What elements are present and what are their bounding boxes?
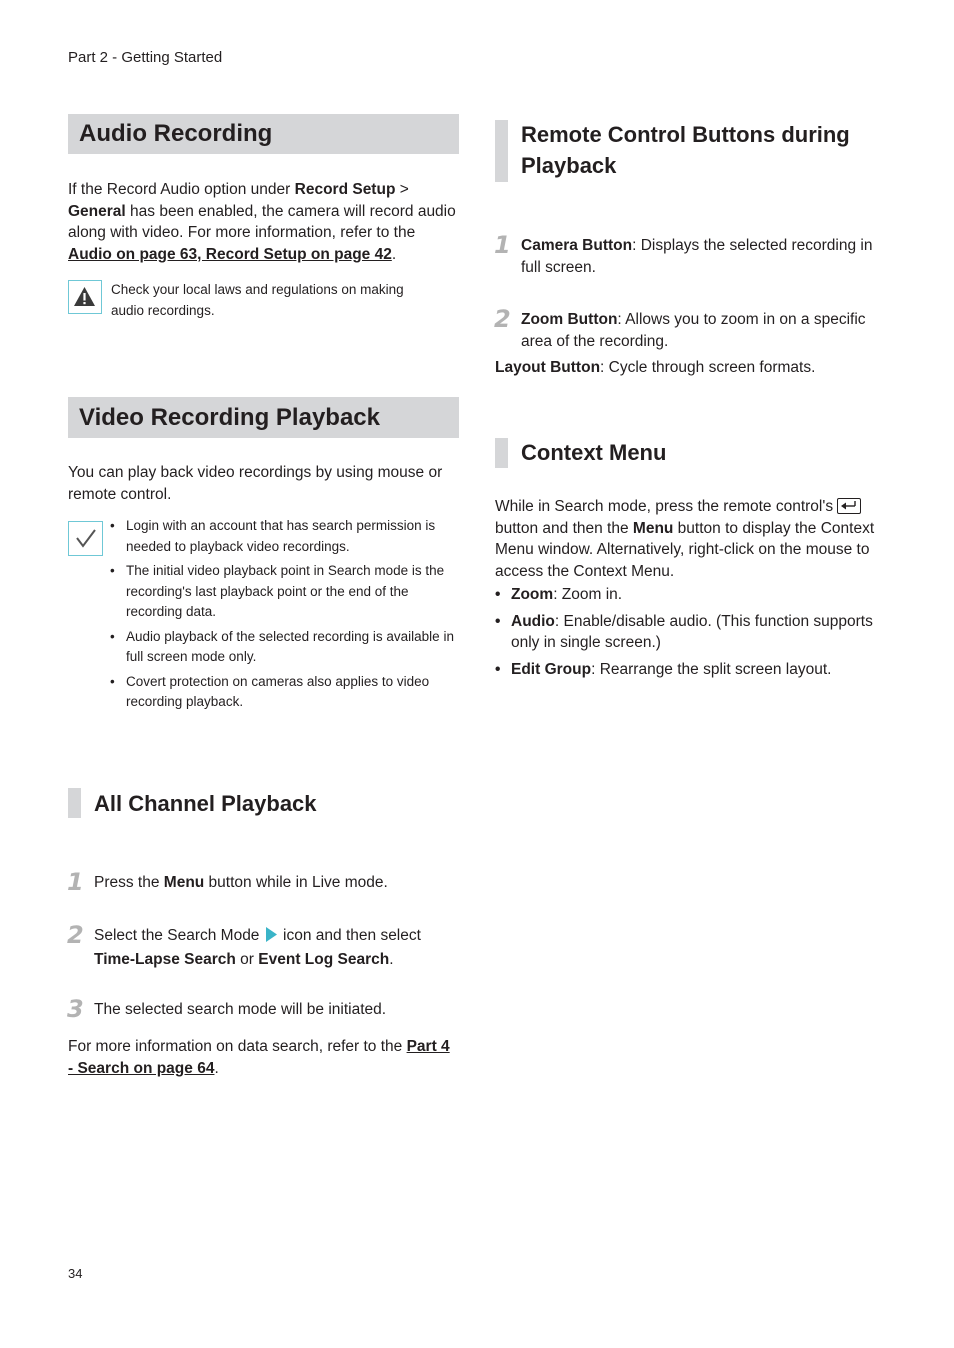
list-item: • Edit Group: Rearrange the split screen layout. [495,659,885,681]
layout-button-text: Layout Button: Cycle through screen formats. [495,359,816,376]
heading-accent-bar [68,788,81,818]
list-item: • Zoom: Zoom in. [495,584,885,606]
audio-warning-text: Check your local laws and regulations on making audio recordings. [111,282,404,318]
video-playback-intro: You can play back video recordings by using mouse or remote control. [68,464,443,503]
audio-recording-heading: Audio Recording [68,114,459,154]
all-channel-step-3: The selected search mode will be initiated. [94,1001,387,1018]
context-menu-items [495,584,885,685]
heading-accent-bar [495,120,508,182]
step-number: 3 [67,995,84,1023]
search-part-link[interactable]: Part 4 - Search on page 64 [68,1038,450,1077]
page-number: 34 [68,1266,83,1281]
note-item: • Login with an account that has search permission is needed to playback video recordings. [110,516,455,557]
step-number: 2 [494,305,511,333]
all-channel-playback-heading: All Channel Playback [94,791,317,816]
note-item: • Covert protection on cameras also applies to video recording playback. [110,672,455,713]
heading-accent-bar [495,438,508,468]
checkmark-icon [68,521,103,556]
video-playback-notes [110,516,455,717]
all-channel-more-info: For more information on data search, refer to the Part 4 - Search on page 64. [68,1038,450,1077]
note-item: • Audio playback of the selected recording is available in full screen mode only. [110,627,455,668]
audio-recording-paragraph: If the Record Audio option under Record Setup > General has been enabled, the camera will record audio along with video. For more information, refer to the Audio on page 63, Record Setup on page 42. [68,181,456,263]
warning-triangle-icon [68,280,102,314]
note-item: • The initial video playback point in Search mode is the recording's last playback point or the end of the recording data. [110,561,455,623]
running-header: Part 2 - Getting Started [68,49,223,66]
remote-step-1: Camera Button: Displays the selected recording in full screen. [521,237,873,276]
audio-record-setup-link[interactable]: Audio on page 63, Record Setup on page 42 [68,245,392,263]
step-number: 1 [494,231,511,259]
remote-control-heading: Remote Control Buttons during Playback [521,122,850,178]
step-number: 2 [67,921,84,949]
step-number: 1 [67,868,84,896]
search-mode-play-icon [266,927,277,949]
context-menu-heading: Context Menu [521,440,667,465]
enter-key-icon [837,498,861,514]
list-item: • Audio: Enable/disable audio. (This function supports only in single screen.) [495,611,885,654]
context-menu-paragraph: While in Search mode, press the remote control's button and then the Menu button to display the Context Menu window. Alternatively, right-click on the mouse to access the Context Menu. [495,498,875,580]
remote-step-2: Zoom Button: Allows you to zoom in on a specific area of the recording. [521,311,866,350]
all-channel-step-2: Select the Search Mode icon and then select Time-Lapse Search or Event Log Search. [94,927,421,968]
video-playback-heading: Video Recording Playback [68,397,459,438]
all-channel-step-1: Press the Menu button while in Live mode. [94,874,388,891]
